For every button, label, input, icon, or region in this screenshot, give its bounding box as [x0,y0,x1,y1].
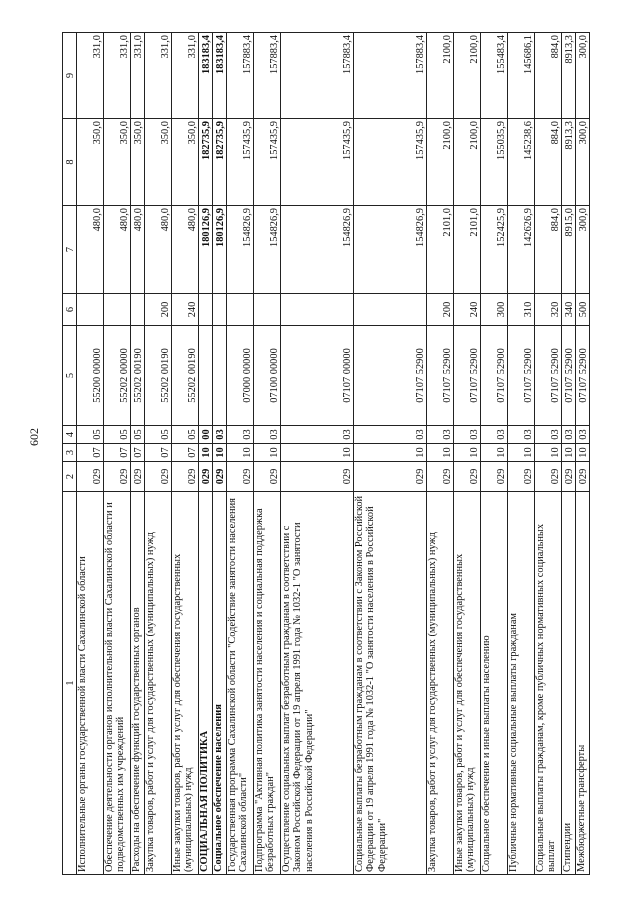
row-value-cell [199,326,213,426]
table-row [576,33,590,875]
row-value-cell: 331,0 [172,33,199,119]
row-value-cell: 03 [481,426,508,444]
row-value-cell: 029 [354,462,427,492]
row-value-cell: 8913,3 [562,119,576,206]
row-value-cell: 10 [354,444,427,462]
row-value-cell: 157883,4 [354,33,427,119]
row-value-cell: 154826,9 [227,206,254,294]
row-label-cell: Обеспечение деятельности органов исполнительной власти Сахалинской области и подведомственных им учреждений [104,492,131,875]
row-value-cell: 10 [508,444,535,462]
row-value-cell: 029 [562,462,576,492]
row-label-cell: Государственная программа Сахалинской области "Содействие занятости населения Сахалинской области" [227,492,254,875]
row-value-cell: 200 [427,294,454,326]
row-value-cell: 029 [427,462,454,492]
row-value-cell: 55202 00190 [145,326,172,426]
row-value-cell: 10 [254,444,281,462]
row-value-cell: 07107 00000 [281,326,354,426]
row-value-cell: 00 [199,426,213,444]
header-cell: 2 [63,462,77,492]
row-value-cell: 157435,9 [354,119,427,206]
row-value-cell: 029 [145,462,172,492]
row-value-cell: 145686,1 [508,33,535,119]
row-label-cell: Публичные нормативные социальные выплаты гражданам [508,492,535,875]
row-value-cell: 55202 00190 [131,326,145,426]
row-value-cell: 03 [254,426,281,444]
row-value-cell: 03 [535,426,562,444]
row-value-cell: 07 [172,444,199,462]
header-cell: 1 [63,492,77,875]
budget-table [62,32,590,875]
row-value-cell [213,326,227,426]
row-value-cell: 8915,0 [562,206,576,294]
row-value-cell [199,294,213,326]
budget-table-container [62,33,590,875]
row-value-cell: 350,0 [77,119,104,206]
row-label-cell: Осуществление социальных выплат безработным гражданам в соответствии с Законом Российской Федерации от 19 апреля 1991 года № 1032-1 "О занятости населения в Российской Федерации" [281,492,354,875]
row-value-cell: 05 [172,426,199,444]
row-label-cell: Расходы на обеспечение функций государственных органов [131,492,145,875]
row-value-cell: 157883,4 [227,33,254,119]
table-row [213,33,227,875]
row-value-cell: 55200 00000 [77,326,104,426]
row-value-cell: 310 [508,294,535,326]
row-label-cell: Социальные выплаты гражданам, кроме публичных нормативных социальных выплат [535,492,562,875]
row-label-cell: СОЦИАЛЬНАЯ ПОЛИТИКА [199,492,213,875]
header-cell: 3 [63,444,77,462]
table-row [427,33,454,875]
row-value-cell: 03 [227,426,254,444]
row-value-cell: 500 [576,294,590,326]
row-value-cell: 07 [131,444,145,462]
row-value-cell: 029 [77,462,104,492]
row-value-cell: 182735,9 [213,119,227,206]
row-value-cell: 350,0 [172,119,199,206]
row-value-cell: 200 [145,294,172,326]
row-value-cell: 157435,9 [254,119,281,206]
row-value-cell: 10 [481,444,508,462]
row-value-cell: 07107 52900 [508,326,535,426]
row-value-cell: 07107 52900 [481,326,508,426]
row-value-cell: 07107 52900 [576,326,590,426]
row-value-cell: 152425,9 [481,206,508,294]
row-value-cell: 03 [454,426,481,444]
row-value-cell: 300,0 [576,33,590,119]
row-label-cell: Иные закупки товаров, работ и услуг для обеспечения государственных (муниципальных) нужд [454,492,481,875]
row-value-cell: 029 [104,462,131,492]
row-value-cell [213,294,227,326]
row-value-cell: 07107 52900 [562,326,576,426]
row-value-cell: 300,0 [576,206,590,294]
row-value-cell: 350,0 [104,119,131,206]
row-value-cell: 03 [427,426,454,444]
table-row [535,33,562,875]
row-value-cell: 142626,9 [508,206,535,294]
row-value-cell: 07000 00000 [227,326,254,426]
row-value-cell: 10 [281,444,354,462]
row-value-cell: 154826,9 [254,206,281,294]
row-value-cell: 05 [104,426,131,444]
row-value-cell: 157883,4 [281,33,354,119]
row-value-cell: 157435,9 [227,119,254,206]
row-value-cell: 03 [213,426,227,444]
row-value-cell: 480,0 [104,206,131,294]
row-label-cell: Межбюджетные трансферты [576,492,590,875]
row-value-cell: 240 [172,294,199,326]
header-cell: 9 [63,33,77,119]
row-value-cell: 029 [454,462,481,492]
row-value-cell [104,294,131,326]
row-value-cell: 029 [281,462,354,492]
row-value-cell: 331,0 [104,33,131,119]
table-row [104,33,131,875]
row-value-cell: 07107 52900 [354,326,427,426]
row-value-cell: 350,0 [131,119,145,206]
row-value-cell: 10 [576,444,590,462]
table-row [454,33,481,875]
row-value-cell: 05 [131,426,145,444]
row-value-cell: 029 [576,462,590,492]
row-value-cell: 183183,4 [199,33,213,119]
table-row [481,33,508,875]
row-value-cell: 480,0 [77,206,104,294]
row-value-cell: 10 [227,444,254,462]
row-value-cell: 300,0 [576,119,590,206]
row-label-cell: Исполнительные органы государственной власти Сахалинской области [77,492,104,875]
row-value-cell: 2100,0 [427,33,454,119]
row-value-cell: 029 [213,462,227,492]
row-label-cell: Закупка товаров, работ и услуг для государственных (муниципальных) нужд [427,492,454,875]
row-value-cell: 480,0 [131,206,145,294]
header-cell: 5 [63,326,77,426]
row-value-cell: 480,0 [172,206,199,294]
table-row [281,33,354,875]
row-value-cell: 180126,9 [213,206,227,294]
header-row [63,33,77,875]
row-value-cell: 240 [454,294,481,326]
header-cell: 4 [63,426,77,444]
row-value-cell: 2100,0 [454,119,481,206]
row-value-cell: 340 [562,294,576,326]
row-value-cell: 029 [199,462,213,492]
row-value-cell: 03 [508,426,535,444]
table-row [562,33,576,875]
row-label-cell: Социальное обеспечение населения [213,492,227,875]
row-value-cell: 2101,0 [454,206,481,294]
row-value-cell: 331,0 [131,33,145,119]
row-value-cell: 884,0 [535,33,562,119]
row-value-cell: 07100 00000 [254,326,281,426]
row-value-cell: 182735,9 [199,119,213,206]
header-cell: 8 [63,119,77,206]
table-row [354,33,427,875]
row-label-cell: Социальные выплаты безработным гражданам в соответствии с Законом Российской Федерации от 19 апреля 1991 года № 1032-1 "О занятости населения в Российской Федерации" [354,492,427,875]
row-value-cell: 07107 52900 [535,326,562,426]
row-value-cell [281,294,354,326]
row-value-cell: 10 [535,444,562,462]
row-value-cell: 05 [77,426,104,444]
row-value-cell: 07 [104,444,131,462]
table-row [199,33,213,875]
row-value-cell: 55202 00000 [104,326,131,426]
row-value-cell: 10 [199,444,213,462]
row-value-cell: 029 [172,462,199,492]
row-value-cell: 029 [481,462,508,492]
table-row [145,33,172,875]
row-value-cell: 331,0 [145,33,172,119]
row-value-cell: 155483,4 [481,33,508,119]
row-value-cell: 07107 52900 [454,326,481,426]
row-value-cell: 10 [213,444,227,462]
header-cell: 6 [63,294,77,326]
row-value-cell: 07 [77,444,104,462]
row-value-cell: 029 [254,462,281,492]
row-label-cell: Подпрограмма "Активная политика занятости населения и социальная поддержка безработных граждан" [254,492,281,875]
row-value-cell: 320 [535,294,562,326]
row-value-cell: 157883,4 [254,33,281,119]
row-value-cell: 145238,6 [508,119,535,206]
row-value-cell: 2100,0 [454,33,481,119]
row-label-cell: Стипендии [562,492,576,875]
row-value-cell: 029 [131,462,145,492]
table-row [508,33,535,875]
row-value-cell: 10 [562,444,576,462]
row-value-cell: 2100,0 [427,119,454,206]
header-cell: 7 [63,206,77,294]
row-label-cell: Иные закупки товаров, работ и услуг для обеспечения государственных (муниципальных) нужд [172,492,199,875]
row-value-cell: 03 [354,426,427,444]
row-value-cell: 07 [145,444,172,462]
row-value-cell: 10 [454,444,481,462]
row-value-cell [227,294,254,326]
row-value-cell: 884,0 [535,206,562,294]
row-value-cell: 154826,9 [281,206,354,294]
row-value-cell: 183183,4 [213,33,227,119]
row-value-cell: 157435,9 [281,119,354,206]
row-value-cell: 480,0 [145,206,172,294]
table-body [77,33,590,875]
row-value-cell: 029 [227,462,254,492]
row-value-cell: 331,0 [77,33,104,119]
row-value-cell [254,294,281,326]
table-row [131,33,145,875]
row-label-cell: Закупка товаров, работ и услуг для государственных (муниципальных) нужд [145,492,172,875]
row-value-cell: 029 [535,462,562,492]
row-value-cell: 55202 00190 [172,326,199,426]
row-value-cell: 154826,9 [354,206,427,294]
row-value-cell: 03 [576,426,590,444]
table-row [254,33,281,875]
row-value-cell: 07107 52900 [427,326,454,426]
row-value-cell: 10 [427,444,454,462]
row-value-cell: 300 [481,294,508,326]
row-value-cell: 05 [145,426,172,444]
row-value-cell: 155035,9 [481,119,508,206]
table-row [227,33,254,875]
table-row [77,33,104,875]
row-value-cell: 029 [508,462,535,492]
row-value-cell: 8913,3 [562,33,576,119]
page-number: 602 [27,428,41,446]
row-value-cell: 350,0 [145,119,172,206]
row-value-cell: 03 [562,426,576,444]
row-value-cell: 03 [281,426,354,444]
table-row [172,33,199,875]
row-value-cell: 180126,9 [199,206,213,294]
row-value-cell [77,294,104,326]
row-value-cell: 884,0 [535,119,562,206]
row-value-cell [354,294,427,326]
row-value-cell: 2101,0 [427,206,454,294]
row-value-cell [131,294,145,326]
row-label-cell: Социальное обеспечение и иные выплаты населению [481,492,508,875]
